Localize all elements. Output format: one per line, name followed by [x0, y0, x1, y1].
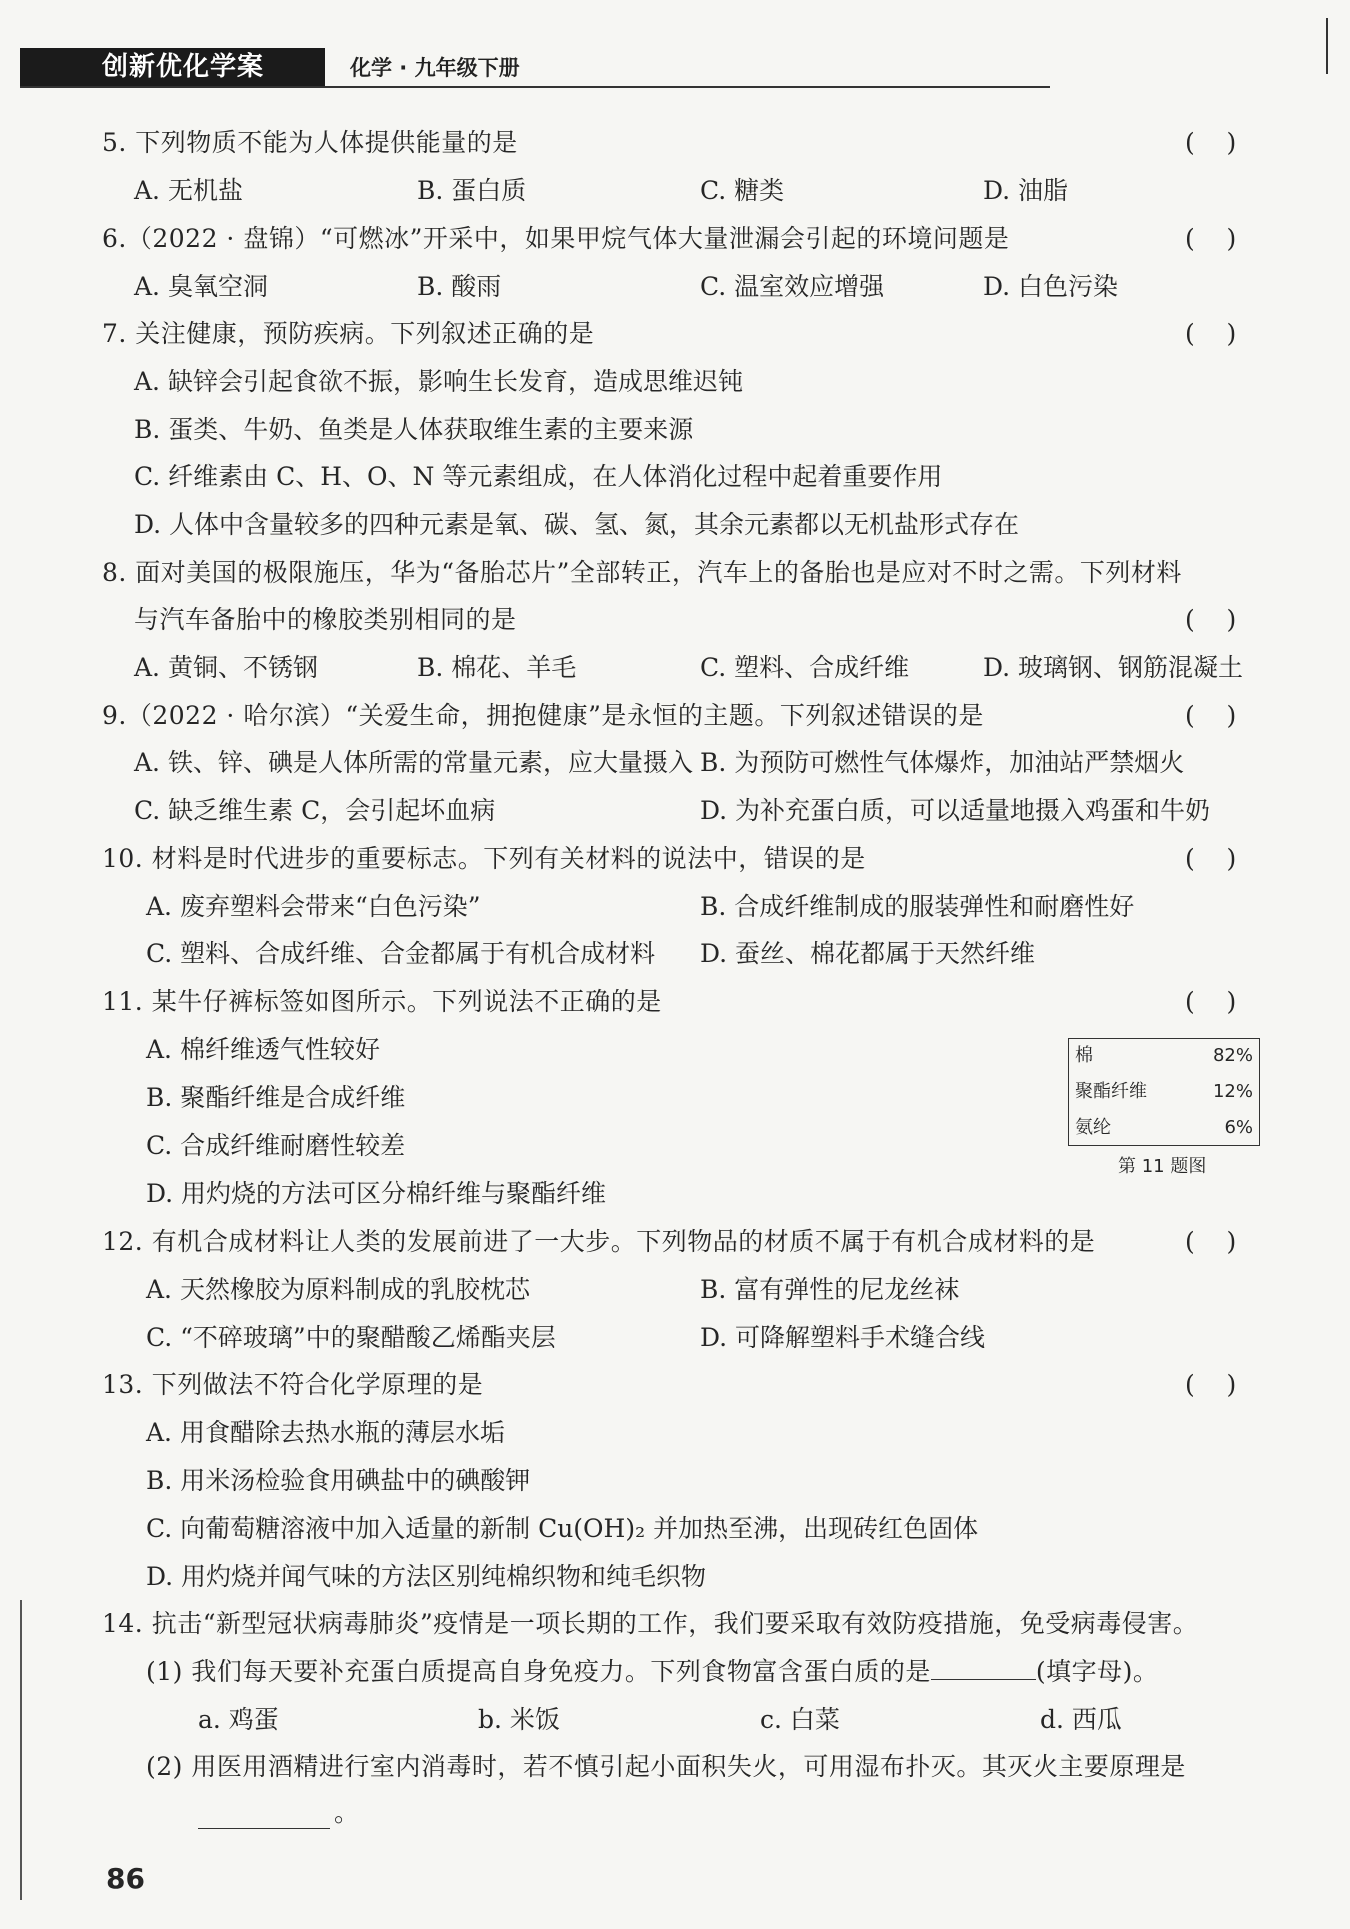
- label-fiber-pct: 82%: [1212, 1045, 1253, 1066]
- q11-stem: 11. 某牛仔裤标签如图所示。下列说法不正确的是: [102, 987, 662, 1016]
- label-fiber-pct: 12%: [1212, 1081, 1253, 1102]
- q7-option-d: D. 人体中含量较多的四种元素是氧、碳、氢、氮，其余元素都以无机盐形式存在: [134, 510, 1020, 539]
- q10-stem: 10. 材料是时代进步的重要标志。下列有关材料的说法中，错误的是: [102, 844, 866, 873]
- page-number: 86: [106, 1862, 145, 1895]
- q14-part2-answer-blank[interactable]: [198, 1826, 330, 1829]
- q5-option-a: A. 无机盐: [134, 176, 243, 205]
- q12-option-a: A. 天然橡胶为原料制成的乳胶枕芯: [146, 1275, 530, 1304]
- q12-option-c: C. “不碎玻璃”中的聚醋酸乙烯酯夹层: [146, 1323, 556, 1352]
- q11-option-a: A. 棉纤维透气性较好: [146, 1035, 380, 1064]
- q7-option-c: C. 纤维素由 C、H、O、N 等元素组成，在人体消化过程中起着重要作用: [134, 462, 943, 491]
- q13-option-b: B. 用米汤检验食用碘盐中的碘酸钾: [146, 1466, 531, 1495]
- q6-stem: 6.（2022 · 盘锦）“可燃冰”开采中，如果甲烷气体大量泄漏会引起的环境问题是: [102, 224, 1010, 253]
- q7-option-b: B. 蛋类、牛奶、鱼类是人体获取维生素的主要来源: [134, 415, 694, 444]
- series-title: 创新优化学案: [20, 48, 325, 86]
- q14-part1-text: (1) 我们每天要补充蛋白质提高自身免疫力。下列食物富含蛋白质的是: [146, 1657, 931, 1686]
- q12-option-d: D. 可降解塑料手术缝合线: [700, 1323, 986, 1352]
- q14-part1-tail: (填字母)。: [1035, 1657, 1159, 1686]
- q8-stem-line1: 8. 面对美国的极限施压，华为“备胎芯片”全部转正，汽车上的备胎也是应对不时之需。下列材料: [102, 558, 1182, 587]
- q13-answer-paren: ( ): [1185, 1370, 1237, 1399]
- q6-option-d: D. 白色污染: [983, 272, 1119, 301]
- q8-option-a: A. 黄铜、不锈钢: [134, 653, 318, 682]
- q13-option-a: A. 用食醋除去热水瓶的薄层水垢: [146, 1418, 505, 1447]
- label-fiber-name: 棉: [1075, 1045, 1093, 1066]
- q9-answer-paren: ( ): [1185, 701, 1237, 730]
- q9-option-a: A. 铁、锌、碘是人体所需的常量元素，应大量摄入: [134, 748, 693, 777]
- q6-option-b: B. 酸雨: [417, 272, 502, 301]
- q14-option-a: a. 鸡蛋: [198, 1705, 279, 1734]
- q11-option-c: C. 合成纤维耐磨性较差: [146, 1131, 406, 1160]
- q11-option-b: B. 聚酯纤维是合成纤维: [146, 1083, 406, 1112]
- q8-answer-paren: ( ): [1185, 605, 1237, 634]
- q9-stem: 9.（2022 · 哈尔滨）“关爱生命，拥抱健康”是永恒的主题。下列叙述错误的是: [102, 701, 984, 730]
- label-row: [1075, 1077, 1253, 1107]
- q6-answer-paren: ( ): [1185, 224, 1237, 253]
- q7-option-a: A. 缺锌会引起食欲不振，影响生长发育，造成思维迟钝: [134, 367, 743, 396]
- margin-mark: [20, 1600, 22, 1900]
- q14-option-b: b. 米饭: [478, 1705, 560, 1734]
- jeans-label-table: [1068, 1038, 1260, 1146]
- q14-option-d: d. 西瓜: [1040, 1705, 1122, 1734]
- q5-stem: 5. 下列物质不能为人体提供能量的是: [102, 128, 518, 157]
- q14-part2-tail: 。: [334, 1798, 360, 1827]
- q11-option-d: D. 用灼烧的方法可区分棉纤维与聚酯纤维: [146, 1179, 607, 1208]
- book-subtitle: 化学 · 九年级下册: [350, 56, 520, 80]
- q11-answer-paren: ( ): [1185, 987, 1237, 1016]
- q12-answer-paren: ( ): [1185, 1227, 1237, 1256]
- figure-caption: 第 11 题图: [1118, 1156, 1207, 1177]
- label-row: [1075, 1113, 1253, 1143]
- q8-option-c: C. 塑料、合成纤维: [700, 653, 910, 682]
- q10-option-d: D. 蚕丝、棉花都属于天然纤维: [700, 939, 1036, 968]
- header-rule: [20, 86, 1050, 88]
- label-fiber-pct: 6%: [1224, 1117, 1253, 1138]
- q13-stem: 13. 下列做法不符合化学原理的是: [102, 1370, 484, 1399]
- q5-option-b: B. 蛋白质: [417, 176, 527, 205]
- q9-option-c: C. 缺乏维生素 C，会引起坏血病: [134, 796, 496, 825]
- q10-option-a: A. 废弃塑料会带来“白色污染”: [146, 892, 481, 921]
- q14-part2: (2) 用医用酒精进行室内消毒时，若不慎引起小面积失火，可用湿布扑灭。其灭火主要原理是: [146, 1752, 1186, 1781]
- q14-part1: [146, 1655, 1158, 1689]
- q6-option-a: A. 臭氧空洞: [134, 272, 268, 301]
- label-fiber-name: 聚酯纤维: [1075, 1081, 1147, 1102]
- q5-answer-paren: ( ): [1185, 128, 1237, 157]
- q14-stem: 14. 抗击“新型冠状病毒肺炎”疫情是一项长期的工作，我们要采取有效防疫措施，免受病毒侵害。: [102, 1609, 1199, 1638]
- q13-option-d: D. 用灼烧并闻气味的方法区别纯棉织物和纯毛织物: [146, 1562, 707, 1591]
- q6-option-c: C. 温室效应增强: [700, 272, 885, 301]
- q7-stem: 7. 关注健康，预防疾病。下列叙述正确的是: [102, 319, 595, 348]
- q10-option-c: C. 塑料、合成纤维、合金都属于有机合成材料: [146, 939, 656, 968]
- q14-part1-answer-blank[interactable]: [931, 1655, 1036, 1680]
- label-row: [1075, 1041, 1253, 1071]
- q7-answer-paren: ( ): [1185, 319, 1237, 348]
- q9-option-b: B. 为预防可燃性气体爆炸，加油站严禁烟火: [700, 748, 1185, 777]
- label-fiber-name: 氨纶: [1075, 1117, 1111, 1138]
- q5-option-d: D. 油脂: [983, 176, 1069, 205]
- q14-option-c: c. 白菜: [760, 1705, 840, 1734]
- q8-option-d: D. 玻璃钢、钢筋混凝土: [983, 653, 1244, 682]
- q8-stem-line2: 与汽车备胎中的橡胶类别相同的是: [134, 605, 517, 634]
- q13-option-c: C. 向葡萄糖溶液中加入适量的新制 Cu(OH)₂ 并加热至沸，出现砖红色固体: [146, 1514, 979, 1543]
- q10-option-b: B. 合成纤维制成的服装弹性和耐磨性好: [700, 892, 1135, 921]
- q12-stem: 12. 有机合成材料让人类的发展前进了一大步。下列物品的材质不属于有机合成材料的是: [102, 1227, 1096, 1256]
- edge-mark: [1326, 18, 1328, 74]
- q5-option-c: C. 糖类: [700, 176, 785, 205]
- q9-option-d: D. 为补充蛋白质，可以适量地摄入鸡蛋和牛奶: [700, 796, 1211, 825]
- q10-answer-paren: ( ): [1185, 844, 1237, 873]
- q12-option-b: B. 富有弹性的尼龙丝袜: [700, 1275, 960, 1304]
- q8-option-b: B. 棉花、羊毛: [417, 653, 577, 682]
